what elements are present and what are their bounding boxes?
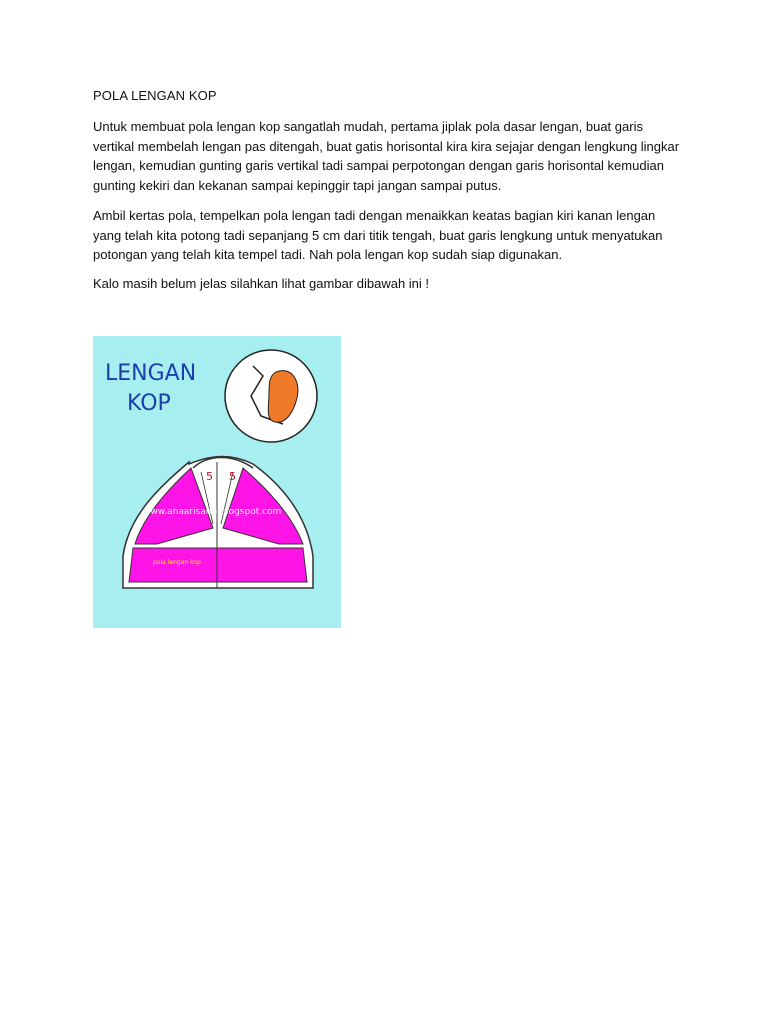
sleeve-pattern-figure [93,336,341,628]
document-title: POLA LENGAN KOP [93,88,217,103]
paragraph-2: Ambil kertas pola, tempelkan pola lengan tadi dengan menaikkan keatas bagian kiri kanan lengan yang telah kita potong tadi sepanjang 5 cm dari titik tengah, buat garis lengkung untuk menyatukan potongan yang telah kita tempel tadi. Nah pola lengan kop sudah siap digunakan. [93,208,663,262]
sleeve-thumbnail-icon [225,350,317,442]
sleeve-pattern-illustration [93,336,341,628]
figure-caption-line1: pola lengan kop [153,559,201,566]
measure-label-right: 5 [229,470,236,483]
measure-label-left: 5 [206,470,213,483]
paragraph-3: Kalo masih belum jelas silahkan lihat gambar dibawah ini ! [93,276,430,291]
figure-title-line1: LENGAN [105,361,197,386]
paragraph-1: Untuk membuat pola lengan kop sangatlah mudah, pertama jiplak pola dasar lengan, buat garis vertikal membelah lengan pas ditengah, buat gatis horisontal kira kira sejajar dengan lengkung lingkar lengan, kemudian gunting garis vertikal tadi sampai perpotongan dengan garis horisontal kemudian gunting kekiri dan kekanan sampai kepinggir tapi jangan sampai putus. [93,119,680,193]
watermark-text: www.anaarisanti.blogspot.com [143,507,282,517]
figure-title-line2: KOP [127,391,171,416]
